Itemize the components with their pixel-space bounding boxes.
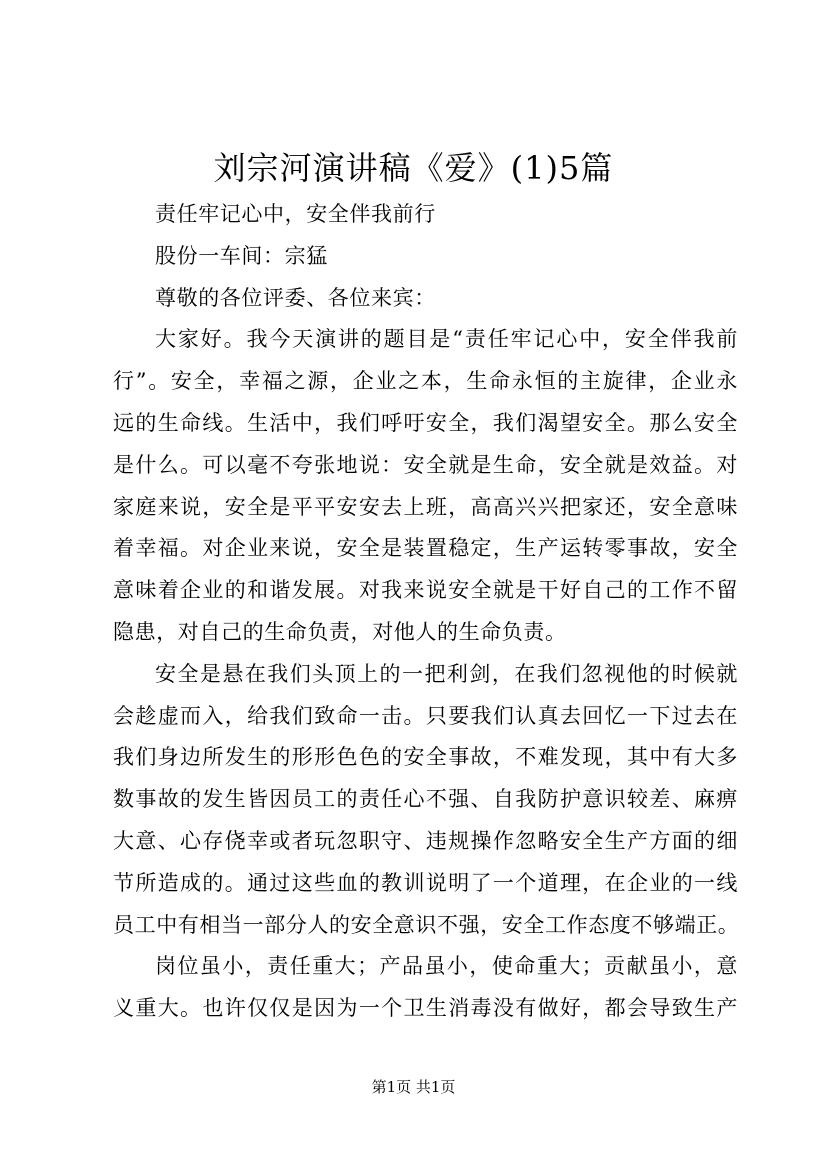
paragraph-line: 远的生命线。生活中，我们呼吁安全，我们渴望安全。那么安全: [113, 410, 738, 435]
paragraph-line: 是什么。可以毫不夸张地说：安全就是生命，安全就是效益。对: [113, 452, 738, 477]
paragraph-line: 隐患，对自己的生命负责，对他人的生命负责。: [113, 619, 567, 644]
paragraph-line: 意味着企业的和谐发展。对我来说安全就是干好自己的工作不留: [113, 578, 738, 603]
paragraph-line: 会趁虚而入，给我们致命一击。只要我们认真去回忆一下过去在: [113, 703, 738, 728]
paragraph-line: 大意、心存侥幸或者玩忽职守、违规操作忽略安全生产方面的细: [113, 828, 738, 853]
paragraph-line: 着幸福。对企业来说，安全是装置稳定，生产运转零事故，安全: [113, 536, 738, 561]
paragraph-line: 我们身边所发生的形形色色的安全事故，不难发现，其中有大多: [113, 745, 738, 770]
paragraph-line: 责任牢记心中，安全伴我前行: [155, 202, 436, 226]
paragraph-line: 员工中有相当一部分人的安全意识不强，安全工作态度不够端正。: [113, 912, 740, 937]
paragraph-line: 义重大。也许仅仅是因为一个卫生消毒没有做好，都会导致生产: [113, 996, 738, 1021]
paragraph-line: 安全是悬在我们头顶上的一把利剑，在我们忽视他的时候就: [155, 661, 738, 686]
paragraph-line: 数事故的发生皆因员工的责任心不强、自我防护意识较差、麻痹: [113, 787, 738, 812]
paragraph-line: 岗位虽小，责任重大；产品虽小，使命重大；贡献虽小，意: [155, 954, 738, 979]
document-title: 刘宗河演讲稿《爱》(1)5篇: [213, 149, 614, 187]
paragraph-line: 家庭来说，安全是平平安安去上班，高高兴兴把家还，安全意味: [113, 494, 738, 519]
paragraph-line: 尊敬的各位评委、各位来宾：: [155, 285, 436, 310]
paragraph-line: 股份一车间：宗猛: [155, 243, 328, 268]
page-footer: 第1页 共1页: [371, 1078, 456, 1096]
paragraph-line: 节所造成的。通过这些血的教训说明了一个道理，在企业的一线: [113, 870, 738, 895]
paragraph-line: 行”。安全，幸福之源，企业之本，生命永恒的主旋律，企业永: [113, 369, 738, 394]
paragraph-line: 大家好。我今天演讲的题目是“责任牢记心中，安全伴我前: [155, 327, 738, 352]
document-body: [113, 194, 738, 1030]
